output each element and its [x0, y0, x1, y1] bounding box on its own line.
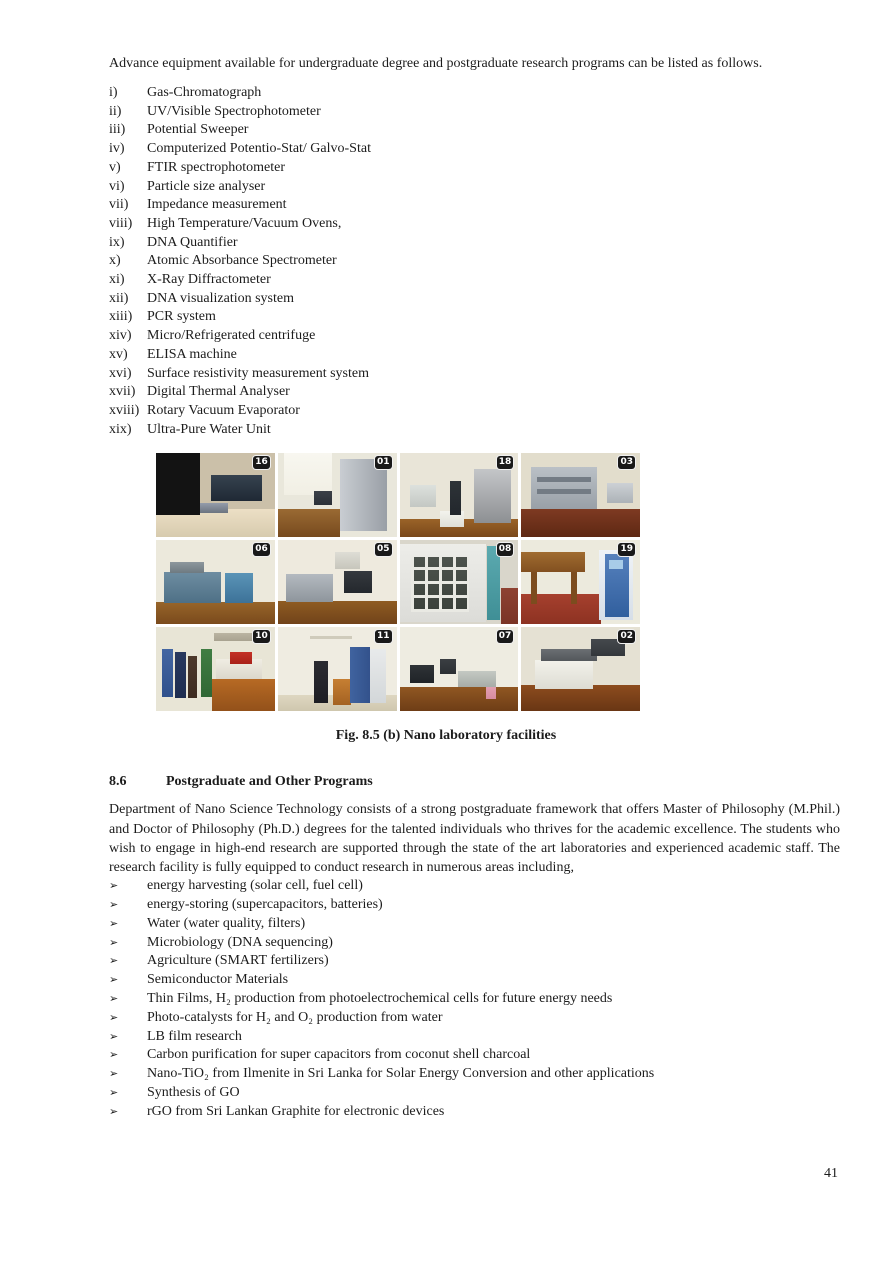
equipment-item-label: ELISA machine — [147, 346, 237, 362]
research-area-label: rGO from Sri Lankan Graphite for electronic devices — [147, 1103, 445, 1119]
equipment-item — [109, 271, 840, 290]
section-heading — [109, 772, 840, 791]
equipment-item — [109, 421, 840, 440]
photo-number-badge: 02 — [620, 631, 633, 642]
research-area-label: LB film research — [147, 1028, 242, 1044]
equipment-item-label: Ultra-Pure Water Unit — [147, 421, 271, 437]
photo-number-badge: 07 — [498, 631, 512, 642]
lab-photo-06 — [156, 540, 275, 624]
research-area-label: Carbon purification for super capacitors from coconut shell charcoal — [147, 1047, 531, 1063]
equipment-item-numeral: vi) — [109, 178, 125, 194]
lab-photo-11 — [278, 627, 397, 711]
research-area-label: Thin Films, H₂ production from photoelectrochemical cells for future energy needs — [147, 990, 613, 1006]
arrow-bullet-icon: ➢ — [109, 879, 119, 893]
equipment-item-label: Impedance measurement — [147, 197, 287, 213]
research-area-label: Photo-catalysts for H₂ and O₂ production from water — [147, 1009, 443, 1025]
research-area-item — [109, 971, 840, 990]
research-area-item — [109, 896, 840, 915]
equipment-item-numeral: ii) — [109, 103, 122, 119]
research-area-label: Microbiology (DNA sequencing) — [147, 934, 333, 950]
lab-photo-01 — [278, 453, 397, 537]
equipment-item-label: X-Ray Diffractometer — [147, 272, 271, 288]
research-area-item — [109, 952, 840, 971]
equipment-item — [109, 215, 840, 234]
arrow-bullet-icon: ➢ — [109, 1067, 119, 1081]
equipment-item-numeral: iii) — [109, 122, 126, 138]
intro-paragraph: Advance equipment available for undergraduate degree and postgraduate research programs can be listed as follows. — [109, 56, 763, 71]
section-number: 8.6 — [109, 774, 127, 790]
research-area-item — [109, 1009, 840, 1028]
equipment-item-label: UV/Visible Spectrophotometer — [147, 103, 321, 119]
equipment-item — [109, 327, 840, 346]
equipment-item — [109, 308, 840, 327]
equipment-item-numeral: xvii) — [109, 384, 136, 400]
research-area-item — [109, 1103, 840, 1122]
equipment-item-label: Potential Sweeper — [147, 122, 249, 138]
research-area-label: energy harvesting (solar cell, fuel cell) — [147, 878, 363, 894]
arrow-bullet-icon: ➢ — [109, 954, 119, 968]
equipment-item — [109, 234, 840, 253]
arrow-bullet-icon: ➢ — [109, 973, 119, 987]
equipment-item-label: FTIR spectrophotometer — [147, 159, 286, 175]
photo-number-badge: 10 — [255, 631, 268, 642]
equipment-item-numeral: vii) — [109, 197, 129, 213]
research-area-label: Nano-TiO₂ from Ilmenite in Sri Lanka for Solar Energy Conversion and other applications — [147, 1066, 655, 1082]
equipment-item — [109, 140, 840, 159]
equipment-item-numeral: xii) — [109, 290, 129, 306]
arrow-bullet-icon: ➢ — [109, 991, 119, 1005]
equipment-item-numeral: xiv) — [109, 328, 132, 344]
equipment-item-label: Digital Thermal Analyser — [147, 384, 290, 400]
equipment-item — [109, 346, 840, 365]
arrow-bullet-icon: ➢ — [109, 897, 119, 911]
lab-photo-08 — [400, 540, 519, 624]
lab-photo-03 — [521, 453, 640, 537]
equipment-item-label: Micro/Refrigerated centrifuge — [147, 328, 316, 344]
research-area-item — [109, 1065, 840, 1084]
equipment-item-label: PCR system — [147, 309, 216, 325]
arrow-bullet-icon: ➢ — [109, 1029, 119, 1043]
equipment-item — [109, 402, 840, 421]
equipment-item — [109, 178, 840, 197]
equipment-item-numeral: viii) — [109, 215, 133, 231]
section-body-paragraph: Department of Nano Science Technology consists of a strong postgraduate framework that offers Master of Philosophy (M.Phil.) and Doctor of Philosophy (Ph.D.) degrees for the talented individuals who thrives for the academic excellence. The students who wish to engage in high-end research are supported through the state of the art laboratories and experienced academic staff. The research facility is fully equipped to conduct research in numerous areas including, — [109, 802, 840, 875]
research-area-label: Agriculture (SMART fertilizers) — [147, 953, 329, 969]
photo-number-badge: 05 — [376, 544, 390, 555]
research-area-item — [109, 1046, 840, 1065]
lab-photo-18 — [400, 453, 519, 537]
equipment-item-label: Gas-Chromatograph — [147, 85, 262, 100]
equipment-item-numeral: xviii) — [109, 402, 140, 418]
arrow-bullet-icon: ➢ — [109, 1104, 119, 1118]
research-area-item — [109, 934, 840, 953]
lab-photo-10 — [156, 627, 275, 711]
lab-photo-02 — [521, 627, 640, 711]
photo-number-badge: 08 — [498, 544, 512, 555]
lab-photo-19 — [521, 540, 640, 624]
equipment-item — [109, 252, 840, 271]
equipment-item-numeral: x) — [109, 253, 121, 269]
equipment-item-label: Surface resistivity measurement system — [147, 365, 369, 381]
equipment-item — [109, 196, 840, 215]
equipment-item-numeral: xv) — [109, 346, 128, 362]
arrow-bullet-icon: ➢ — [109, 1085, 119, 1099]
arrow-bullet-icon: ➢ — [109, 916, 119, 930]
equipment-item — [109, 365, 840, 384]
research-areas-list — [109, 877, 840, 1121]
research-area-item — [109, 915, 840, 934]
equipment-item-label: Atomic Absorbance Spectrometer — [147, 253, 337, 269]
equipment-item-label: Rotary Vacuum Evaporator — [147, 402, 300, 418]
photo-number-badge: 16 — [255, 457, 268, 468]
equipment-item-label: Computerized Potentio-Stat/ Galvo-Stat — [147, 141, 371, 157]
equipment-item-label: Particle size analyser — [147, 178, 266, 194]
photo-number-badge: 18 — [498, 457, 512, 468]
research-area-item — [109, 1028, 840, 1047]
research-area-label: Synthesis of GO — [147, 1084, 240, 1100]
equipment-item-numeral: iv) — [109, 141, 125, 157]
photo-number-badge: 19 — [620, 544, 633, 555]
equipment-item-numeral: v) — [109, 159, 121, 175]
equipment-item — [109, 383, 840, 402]
lab-photo-05 — [278, 540, 397, 624]
equipment-item-numeral: ix) — [109, 234, 125, 250]
research-area-item — [109, 877, 840, 896]
photo-number-badge: 03 — [620, 457, 633, 468]
equipment-item — [109, 159, 840, 178]
page-number: 41 — [824, 1166, 838, 1181]
photo-number-badge: 11 — [376, 631, 390, 642]
equipment-item-numeral: i) — [109, 85, 118, 100]
equipment-list — [109, 84, 840, 439]
equipment-item-numeral: xiii) — [109, 309, 133, 325]
lab-photo-grid — [156, 453, 640, 711]
equipment-item — [109, 103, 840, 122]
research-area-label: energy-storing (supercapacitors, batteries) — [147, 896, 383, 912]
equipment-item — [109, 84, 840, 103]
equipment-item-numeral: xvi) — [109, 365, 132, 381]
arrow-bullet-icon: ➢ — [109, 1048, 119, 1062]
lab-photo-16 — [156, 453, 275, 537]
lab-photo-07 — [400, 627, 519, 711]
research-area-label: Water (water quality, filters) — [147, 915, 306, 931]
equipment-item — [109, 121, 840, 140]
equipment-item-label: DNA Quantifier — [147, 234, 238, 250]
photo-number-badge: 01 — [376, 457, 390, 468]
equipment-item-label: High Temperature/Vacuum Ovens, — [147, 215, 342, 231]
arrow-bullet-icon: ➢ — [109, 1010, 119, 1024]
figure-caption: Fig. 8.5 (b) Nano laboratory facilities — [335, 728, 557, 744]
section-title: Postgraduate and Other Programs — [166, 774, 373, 790]
equipment-item-numeral: xi) — [109, 272, 125, 288]
photo-number-badge: 06 — [255, 544, 268, 555]
equipment-item-numeral: xix) — [109, 421, 132, 437]
arrow-bullet-icon: ➢ — [109, 935, 119, 949]
research-area-label: Semiconductor Materials — [147, 972, 289, 988]
research-area-item — [109, 990, 840, 1009]
research-area-item — [109, 1084, 840, 1103]
equipment-item-label: DNA visualization system — [147, 290, 294, 306]
equipment-item — [109, 290, 840, 309]
